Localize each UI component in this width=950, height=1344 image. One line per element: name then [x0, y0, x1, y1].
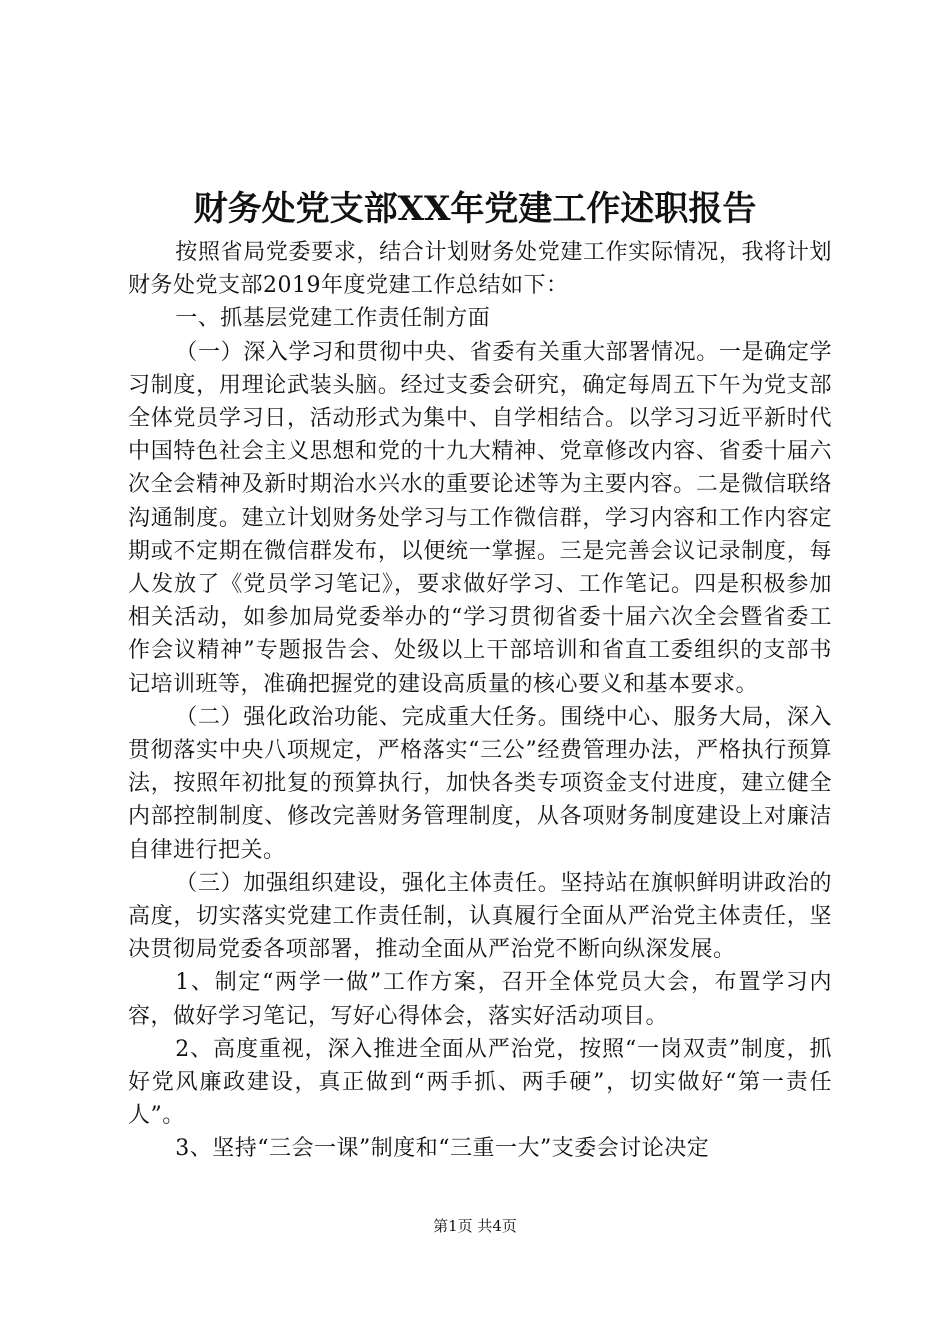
page-number-footer: 第1页 共4页 [433, 1217, 517, 1235]
paragraph-intro: 按照省局党委要求，结合计划财务处党建工作实际情况，我将计划财务处党支部2019年度党建工作总结如下： [128, 240, 832, 299]
paragraph-subsection-3: （三）加强组织建设，强化主体责任。坚持站在旗帜鲜明讲政治的高度，切实落实党建工作责任制，认真履行全面从严治党主体责任，坚决贯彻局党委各项部署，推动全面从严治党不断向纵深发展。 [128, 870, 832, 963]
paragraph-item-2: 2、高度重视，深入推进全面从严治党，按照“一岗双责”制度，抓好党风廉政建设，真正做到“两手抓、两手硬”，切实做好“第一责任人”。 [128, 1036, 832, 1129]
paragraph-subsection-2: （二）强化政治功能、完成重大任务。围绕中心、服务大局，深入贯彻落实中央八项规定，严格落实“三公”经费管理办法，严格执行预算法，按照年初批复的预算执行，加快各类专项资金支付进度，建立健全内部控制制度、修改完善财务管理制度，从各项财务制度建设上对廉洁自律进行把关。 [128, 704, 832, 863]
paragraph-item-3: 3、坚持“三会一课”制度和“三重一大”支委会讨论决定 [175, 1136, 710, 1162]
paragraph-item-1: 1、制定“两学一做”工作方案，召开全体党员大会，布置学习内容，做好学习笔记，写好心得体会，落实好活动项目。 [128, 970, 832, 1029]
section-heading-1: 一、抓基层党建工作责任制方面 [175, 306, 491, 332]
paragraph-subsection-1: （一）深入学习和贯彻中央、省委有关重大部署情况。一是确定学习制度，用理论武装头脑。经过支委会研究，确定每周五下午为党支部全体党员学习日，活动形式为集中、自学相结合。以学习习近平新时代中国特色社会主义思想和党的十九大精神、党章修改内容、省委十届六次全会精神及新时期治水兴水的重要论述等为主要内容。二是微信联络沟通制度。建立计划财务处学习与工作微信群，学习内容和工作内容定期或不定期在微信群发布，以便统一掌握。三是完善会议记录制度，每人发放了《党员学习笔记》，要求做好学习、工作笔记。四是积极参加相关活动，如参加局党委举办的“学习贯彻省委十届六次全会暨省委工作会议精神”专题报告会、处级以上干部培训和省直工委组织的支部书记培训班等，准确把握党的建设高质量的核心要义和基本要求。 [128, 339, 832, 697]
document-title: 财务处党支部XX年党建工作述职报告 [193, 189, 757, 229]
document-body [128, 236, 832, 1166]
